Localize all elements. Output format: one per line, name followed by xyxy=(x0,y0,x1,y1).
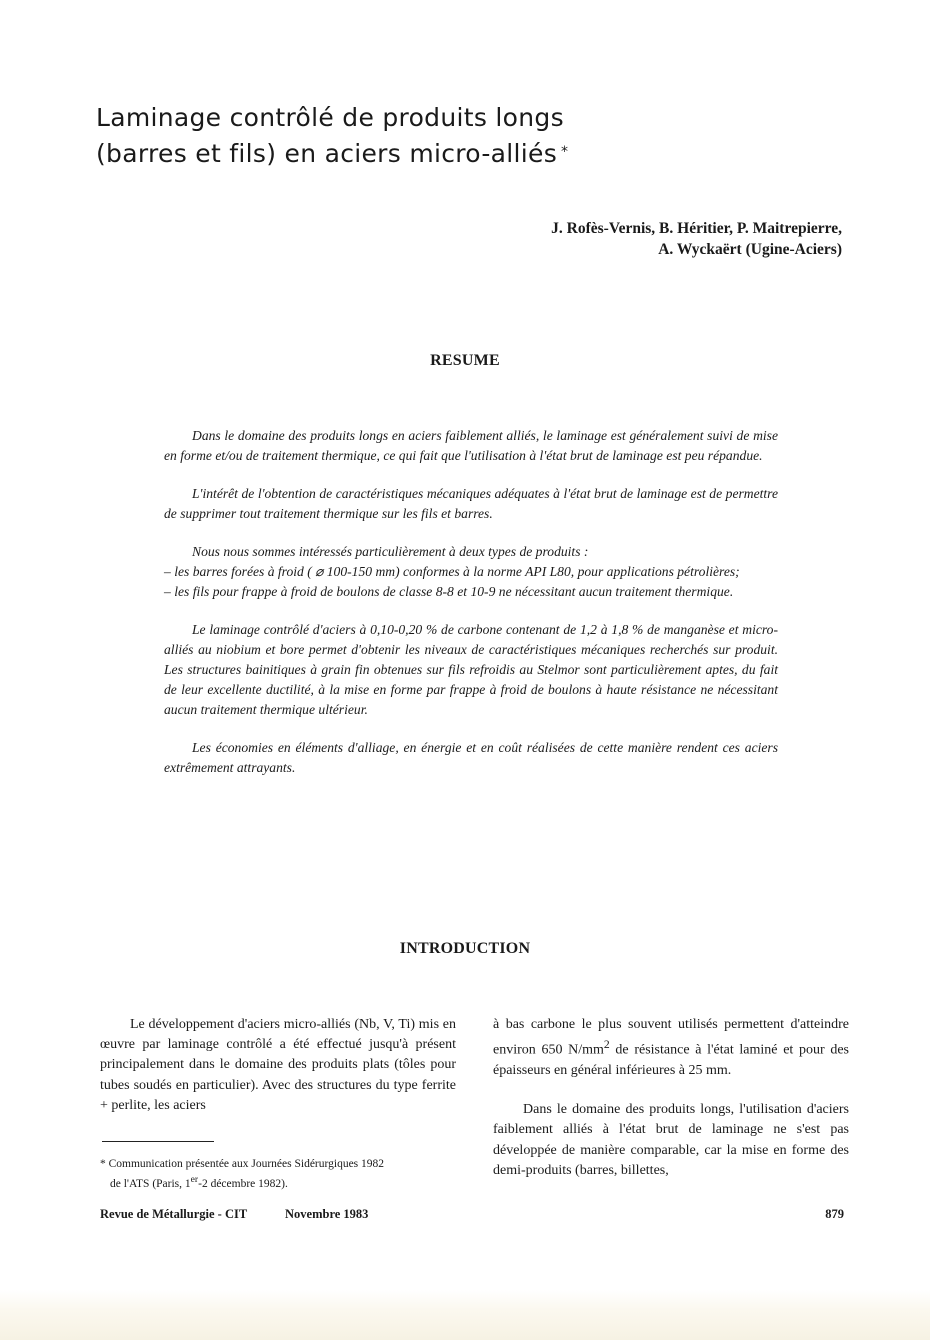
abstract-list-item-1: – les barres forées à froid ( ⌀ 100-150 mm) conformes à la norme API L80, pour applications pétrolières; xyxy=(164,564,740,579)
intro-paragraph-2: Dans le domaine des produits longs, l'utilisation d'aciers faiblement alliés à l'état brut de laminage ne s'est pas développée de manière comparable, car la mise en forme des demi-produits (barres, billettes, xyxy=(493,1102,849,1178)
authors-line-2: A. Wyckaërt (Ugine-Aciers) xyxy=(658,241,842,258)
footnote-rule xyxy=(102,1141,214,1142)
abstract-paragraph-5: Les économies en éléments d'alliage, en énergie et en coût réalisées de cette manière rendent ces aciers extrêmement attrayants. xyxy=(164,740,778,775)
issue-date: Novembre 1983 xyxy=(285,1207,369,1221)
title-line-2-text: (barres et fils) en aciers micro-alliés xyxy=(96,139,558,168)
abstract-list-item-2: – les fils pour frappe à froid de boulons de classe 8-8 et 10-9 ne nécessitant aucun traitement thermique. xyxy=(164,584,734,599)
footnote-line-1: * Communication présentée aux Journées Sidérurgiques 1982 xyxy=(100,1158,385,1170)
intro-continued-text-a: à bas carbone le plus souvent utilisés permettent d'atteindre environ 650 N/mm xyxy=(493,1017,849,1058)
title-footnote-mark: * xyxy=(561,144,569,160)
abstract-paragraph-2: L'intérêt de l'obtention de caractéristiques mécaniques adéquates à l'état brut de laminage est de permettre de supprimer tout traitement thermique sur les fils et barres. xyxy=(164,486,778,521)
author-list xyxy=(342,218,842,260)
abstract-paragraph-3-intro: Nous nous sommes intéressés particulièrement à deux types de produits : xyxy=(192,544,589,559)
journal-name: Revue de Métallurgie - CIT xyxy=(100,1207,248,1221)
footnote-line-2 xyxy=(100,1172,456,1192)
authors-line-1: J. Rofès-Vernis, B. Héritier, P. Maitrepierre, xyxy=(551,220,842,237)
intro-continued-text-b: de résistance à l'état laminé et pour des épaisseurs en général inférieures à 25 mm. xyxy=(493,1042,850,1079)
footnote-line-2-b: -2 décembre 1982). xyxy=(198,1177,288,1190)
bleed-through-strip xyxy=(0,1290,930,1340)
title-line-1: Laminage contrôlé de produits longs xyxy=(96,103,564,132)
right-column xyxy=(493,1015,849,1181)
introduction-heading: INTRODUCTION xyxy=(399,940,531,957)
resume-heading: RESUME xyxy=(430,352,500,369)
abstract-paragraph-1: Dans le domaine des produits longs en aciers faiblement alliés, le laminage est généralement suivi de mise en forme et/ou de traitement thermique, ce qui fait que l'utilisation à l'état brut de laminage est peu répandue. xyxy=(164,428,778,463)
title-line-2 xyxy=(96,136,796,172)
page-number: 879 xyxy=(825,1207,844,1221)
footnote-line-2-a: de l'ATS (Paris, 1 xyxy=(110,1177,191,1190)
intro-paragraph-1: Le développement d'aciers micro-alliés (Nb, V, Ti) mis en œuvre par laminage contrôlé a été effectué jusqu'à présent principalement dans le domaine des produits plats (tôles pour tubes soudés en particulier). Avec des structures du type ferrite + perlite, les aciers xyxy=(100,1017,456,1113)
article-title xyxy=(96,100,796,172)
abstract-paragraph-4: Le laminage contrôlé d'aciers à 0,10-0,20 % de carbone contenant de 1,2 à 1,8 % de manganèse et micro-alliés au niobium et bore permet d'obtenir les niveaux de caractéristiques mécaniques recherchés sur produit. Les structures bainitiques à grain fin obtenues sur fils refroidis au Stelmor sont particulièrement aptes, du fait de leur excellente ductilité, à la mise en forme par frappe à froid de boulons à haute résistance ne nécessitant aucun traitement thermique ultérieur. xyxy=(164,622,778,717)
superscript-2: 2 xyxy=(603,1038,610,1052)
footnote-superscript: er xyxy=(190,1174,199,1185)
left-column xyxy=(100,1015,456,1116)
footnote xyxy=(100,1156,456,1192)
abstract xyxy=(164,426,778,796)
intro-paragraph-1-continued xyxy=(493,1015,849,1081)
